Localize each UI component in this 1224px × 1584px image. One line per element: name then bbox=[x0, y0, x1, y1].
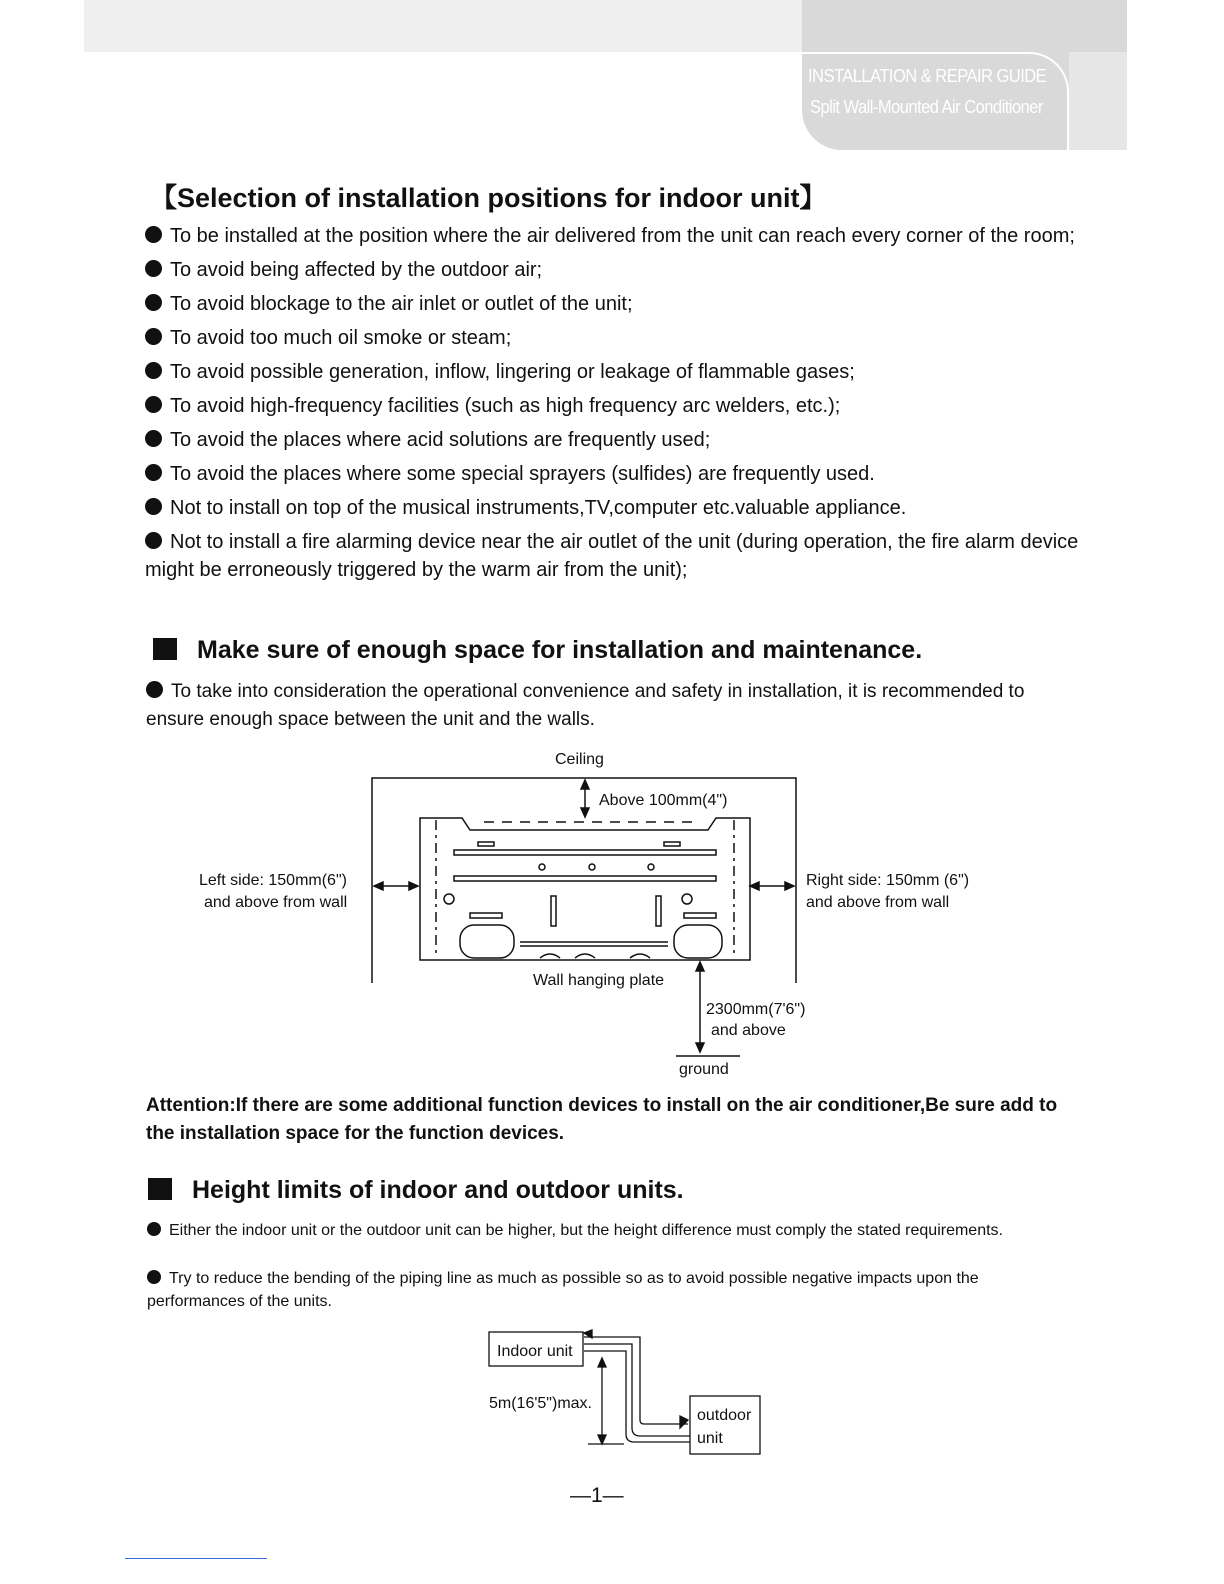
above-clearance-label: Above 100mm(4") bbox=[599, 792, 728, 809]
indoor-unit-label: Indoor unit bbox=[497, 1343, 573, 1360]
space-text: To take into consideration the operational convenience and safety in installation, it is recommended to ensure enough space between the unit and the walls. bbox=[146, 681, 1025, 730]
section-title: 【Selection of installation positions for indoor unit】 bbox=[150, 183, 827, 213]
ceiling-label: Ceiling bbox=[555, 751, 604, 768]
outdoor-unit-label: outdoor bbox=[697, 1407, 752, 1424]
list-item: To avoid high-frequency facilities (such as high frequency arc welders, etc.); bbox=[145, 392, 1085, 420]
left-clearance-label: Left side: 150mm(6") bbox=[199, 872, 347, 889]
list-item: To be installed at the position where the air delivered from the unit can reach every corner of the room; bbox=[145, 222, 1085, 250]
attention-note: Attention:If there are some additional function devices to install on the air conditioner,Be sure add to the installation space for the function devices. bbox=[146, 1095, 1058, 1144]
list-item: To avoid blockage to the air inlet or outlet of the unit; bbox=[145, 290, 1085, 318]
guide-title: INSTALLATION & REPAIR GUIDE bbox=[808, 66, 1047, 86]
list-item: To avoid possible generation, inflow, lingering or leakage of flammable gases; bbox=[145, 358, 1085, 386]
footer-rule bbox=[125, 1558, 267, 1559]
list-item: Not to install on top of the musical instruments,TV,computer etc.valuable appliance. bbox=[145, 494, 1085, 522]
list-item: To avoid too much oil smoke or steam; bbox=[145, 324, 1085, 352]
height-heading: Height limits of indoor and outdoor units. bbox=[148, 1176, 684, 1205]
outdoor-unit-label-2: unit bbox=[697, 1430, 723, 1447]
left-clearance-label-2: and above from wall bbox=[204, 894, 348, 911]
page-number: —1— bbox=[570, 1484, 624, 1507]
list-item: Not to install a fire alarming device near the air outlet of the unit (during operation, the fire alarm device might be erroneously triggered by the warm air from the unit); bbox=[145, 531, 1079, 581]
list-item: To avoid the places where some special sprayers (sulfides) are frequently used. bbox=[145, 460, 1085, 488]
height-label: 2300mm(7'6") bbox=[706, 1001, 806, 1018]
space-heading: Make sure of enough space for installation and maintenance. bbox=[153, 636, 922, 665]
list-item: Either the indoor unit or the outdoor unit can be higher, but the height difference must comply the stated requirements. bbox=[147, 1219, 1077, 1242]
guide-subtitle: Split Wall-Mounted Air Conditioner bbox=[810, 97, 1043, 117]
right-clearance-label-2: and above from wall bbox=[806, 894, 950, 911]
height-label-2: and above bbox=[711, 1022, 786, 1039]
list-item: To avoid being affected by the outdoor air; bbox=[145, 256, 1085, 284]
list-item: Try to reduce the bending of the piping line as much as possible so as to avoid possible negative impacts upon the performances of the units. bbox=[147, 1270, 979, 1310]
wall-plate-label: Wall hanging plate bbox=[533, 972, 665, 989]
max-height-label: 5m(16'5")max. bbox=[489, 1395, 592, 1412]
ground-label: ground bbox=[679, 1061, 729, 1078]
list-item: To avoid the places where acid solutions are frequently used; bbox=[145, 426, 1085, 454]
right-clearance-label: Right side: 150mm (6") bbox=[806, 872, 970, 889]
